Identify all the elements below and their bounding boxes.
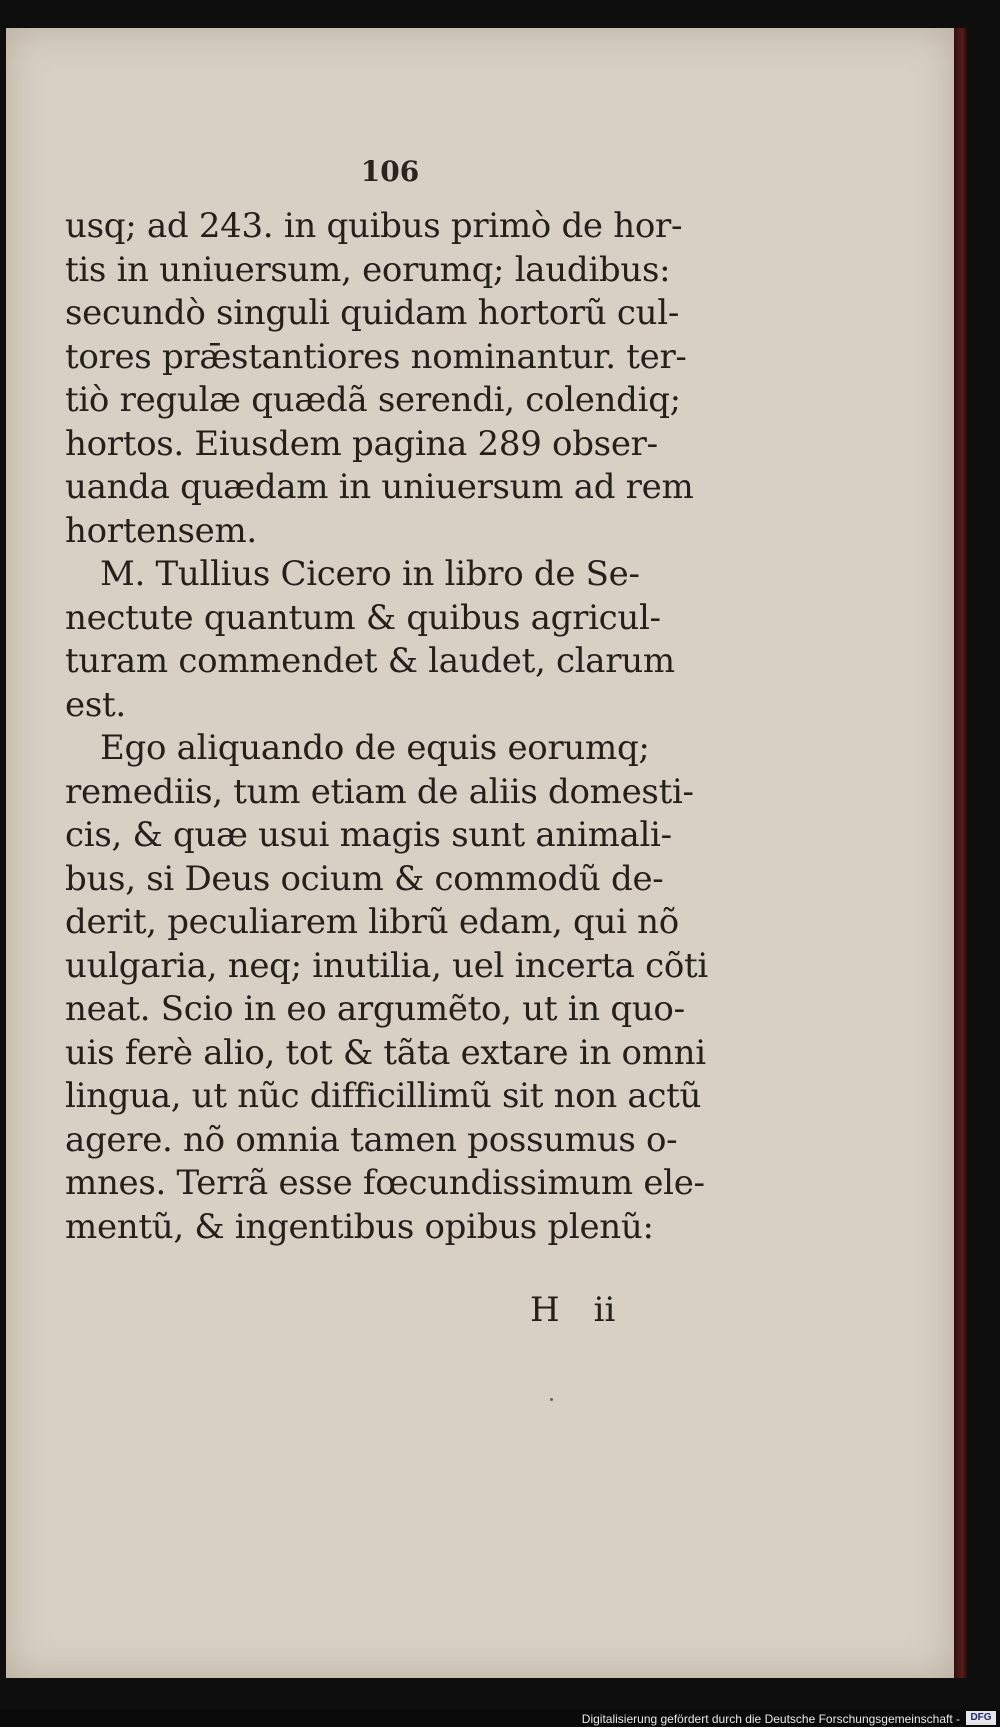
text-line: Ego aliquando de equis eorumq; xyxy=(100,728,650,768)
text-line: lingua, ut nũc difficillimũ sit non actũ xyxy=(65,1076,702,1116)
text-line: nectute quantum & quibus agricul- xyxy=(65,597,661,638)
text-line: uulgaria, neq; inutilia, uel incerta cõti xyxy=(65,945,708,986)
signature-letter: H xyxy=(530,1290,560,1330)
text-line: derit, peculiarem librũ edam, qui nõ xyxy=(65,902,679,942)
paper-speck xyxy=(550,1398,553,1401)
text-line: agere. nõ omnia tamen possumus o- xyxy=(65,1119,678,1160)
signature-mark xyxy=(530,1290,670,1330)
text-line: tis in uniuersum, eorumq; laudibus: xyxy=(65,249,671,290)
page-edge xyxy=(954,28,968,1678)
text-line: est. xyxy=(65,684,126,725)
text-line: tores prǣstantiores nominantur. ter- xyxy=(65,336,687,377)
page-number: 106 xyxy=(360,155,420,188)
text-line: tiò regulæ quædã serendi, colendiq; xyxy=(65,380,681,420)
text-line: hortos. Eiusdem pagina 289 obser- xyxy=(65,423,658,464)
body-text xyxy=(65,205,708,1249)
text-line: M. Tullius Cicero in libro de Se- xyxy=(100,554,640,594)
text-line: cis, & quæ usui magis sunt animali- xyxy=(65,815,672,855)
text-line: mnes. Terrã esse fœcundissimum ele- xyxy=(65,1163,705,1203)
text-line: secundò singuli quidam hortorũ cul- xyxy=(65,293,680,333)
text-line: uanda quædam in uniuersum ad rem xyxy=(65,467,694,507)
text-line: turam commendet & laudet, clarum xyxy=(65,641,675,681)
signature-number: ii xyxy=(593,1290,616,1330)
text-line: remediis, tum etiam de aliis domesti- xyxy=(65,771,694,812)
text-line: neat. Scio in eo argumẽto, ut in quo- xyxy=(65,989,685,1029)
text-line: usq; ad 243. in quibus primò de hor- xyxy=(65,206,683,246)
text-line: bus, si Deus ocium & commodũ de- xyxy=(65,858,664,899)
dfg-logo: DFG xyxy=(966,1711,996,1725)
text-line: uis ferè alio, tot & tãta extare in omni xyxy=(65,1032,706,1073)
text-line: mentũ, & ingentibus opibus plenũ: xyxy=(65,1206,654,1247)
footer-credit: Digitalisierung gefördert durch die Deutsche Forschungsgemeinschaft - xyxy=(581,1712,960,1726)
text-line: hortensem. xyxy=(65,510,257,551)
